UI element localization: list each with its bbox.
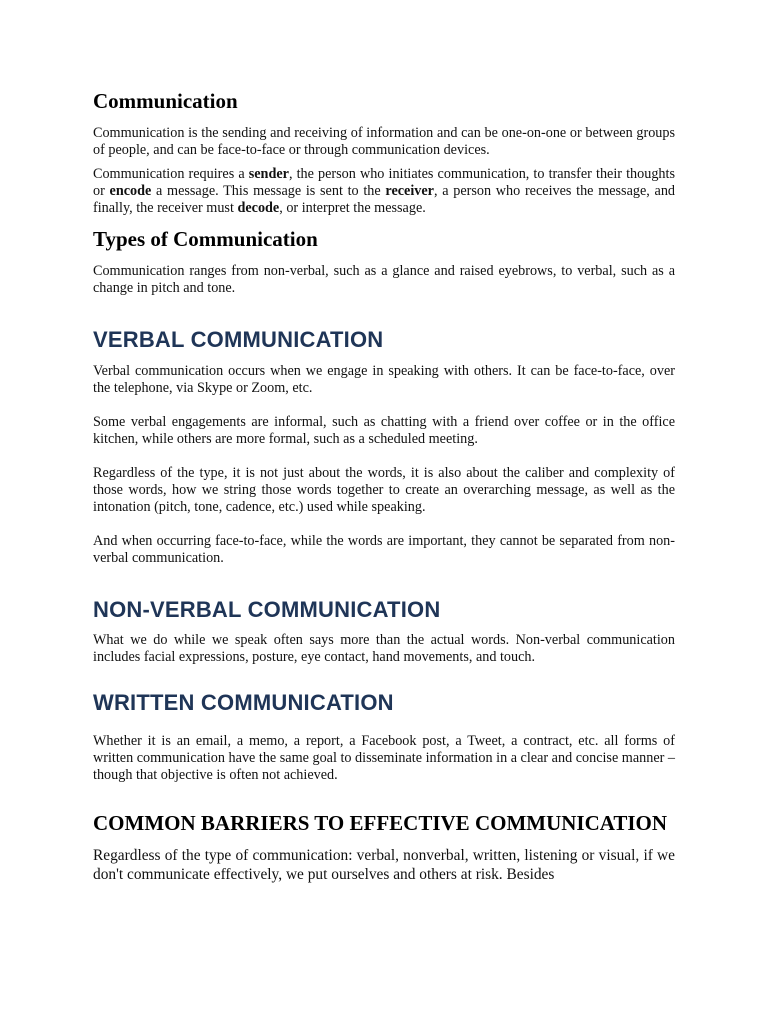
heading-common-barriers: COMMON BARRIERS TO EFFECTIVE COMMUNICATION [93, 811, 668, 835]
term-encode: encode [109, 183, 152, 199]
text-run: , the person who initiates communication, to transfer their thoughts or [93, 166, 675, 199]
paragraph-barriers: Regardless of the type of communication: verbal, nonverbal, written, listening or visual, if we don't communicate effectively, we put ourselves and others at risk. Besides [93, 847, 675, 883]
paragraph-types: Communication ranges from non-verbal, such as a glance and raised eyebrows, to verbal, such as a change in pitch and tone. [93, 263, 675, 296]
paragraph-non-verbal: What we do while we speak often says more than the actual words. Non-verbal communication includes facial expressions, posture, eye contact, hand movements, and touch. [93, 632, 675, 665]
paragraph-verbal-1: Verbal communication occurs when we engage in speaking with others. It can be face-to-face, over the telephone, via Skype or Zoom, etc. [93, 363, 675, 396]
term-receiver: receiver [385, 183, 434, 199]
paragraph-verbal-2: Some verbal engagements are informal, such as chatting with a friend over coffee or in the office kitchen, while others are more formal, such as a scheduled meeting. [93, 414, 675, 447]
heading-types-of-communication: Types of Communication [93, 227, 318, 251]
text-run: a message. This message is sent to the [151, 183, 386, 199]
heading-verbal-communication: VERBAL COMMUNICATION [93, 327, 384, 352]
heading-non-verbal-communication: NON-VERBAL COMMUNICATION [93, 597, 441, 622]
paragraph-verbal-4: And when occurring face-to-face, while the words are important, they cannot be separated from non-verbal communication. [93, 533, 675, 566]
text-run: , or interpret the message. [279, 200, 426, 216]
document-page [93, 88, 675, 884]
term-decode: decode [237, 200, 280, 216]
paragraph-communication-process [93, 166, 675, 217]
text-run: Communication requires a [93, 166, 249, 182]
heading-written-communication: WRITTEN COMMUNICATION [93, 690, 394, 715]
term-sender: sender [248, 166, 289, 182]
paragraph-verbal-3: Regardless of the type, it is not just about the words, it is also about the caliber and complexity of those words, how we string those words together to create an overarching message, as well as the intonation (pitch, tone, cadence, etc.) used while speaking. [93, 465, 675, 515]
text-run: , a person who receives the message, and finally, the receiver must [93, 183, 676, 216]
paragraph-communication-definition: Communication is the sending and receiving of information and can be one-on-one or between groups of people, and can be face-to-face or through communication devices. [93, 125, 675, 158]
heading-communication: Communication [93, 89, 238, 113]
paragraph-written: Whether it is an email, a memo, a report, a Facebook post, a Tweet, a contract, etc. all forms of written communication have the same goal to disseminate information in a clear and concise manner – though that objective is often not achieved. [93, 733, 675, 783]
